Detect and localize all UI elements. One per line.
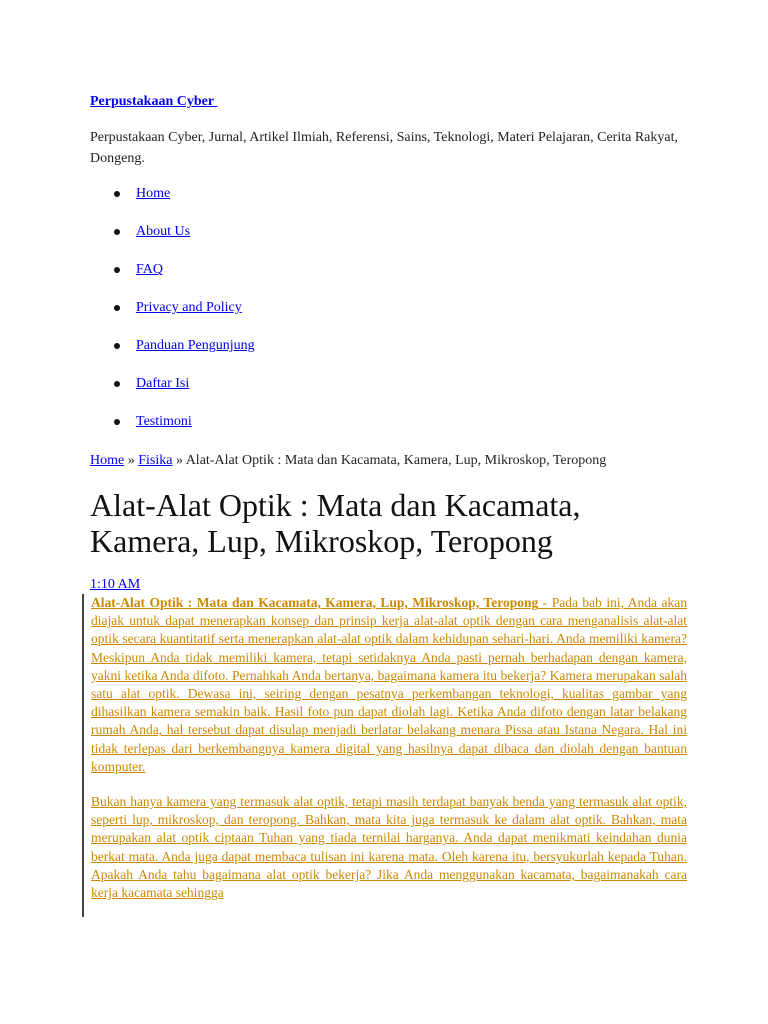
bullet-icon — [114, 229, 120, 235]
site-title[interactable]: Perpustakaan Cyber — [90, 94, 218, 109]
breadcrumb-category-link[interactable]: Fisika — [138, 453, 173, 468]
post-paragraph[interactable] — [91, 793, 687, 902]
post-title: Alat-Alat Optik : Mata dan Kacamata, Kamera, Lup, Mikroskop, Teropong — [90, 487, 581, 559]
site-tagline: Perpustakaan Cyber, Jurnal, Artikel Ilmiah, Referensi, Sains, Teknologi, Materi Pelajaran, Cerita Rakyat, Dongeng. — [90, 130, 678, 166]
post-lead: Alat-Alat Optik : Mata dan Kacamata, Kamera, Lup, Mikroskop, Teropong — [91, 595, 539, 610]
breadcrumb-home-link[interactable]: Home — [90, 453, 125, 468]
bullet-icon — [114, 343, 120, 349]
bullet-icon — [114, 419, 120, 425]
breadcrumb-current: Alat-Alat Optik : Mata dan Kacamata, Kamera, Lup, Mikroskop, Teropong — [185, 453, 607, 468]
nav-link-faq[interactable]: FAQ — [136, 262, 163, 277]
breadcrumb — [90, 451, 606, 471]
nav-link-privacy[interactable]: Privacy and Policy — [136, 300, 242, 315]
post-body — [82, 594, 687, 917]
breadcrumb-separator: » — [172, 453, 186, 468]
bullet-icon — [114, 191, 120, 197]
breadcrumb-separator: » — [124, 453, 139, 468]
bullet-icon — [114, 305, 120, 311]
nav-link-home[interactable]: Home — [136, 186, 171, 201]
bullet-icon — [114, 381, 120, 387]
post-paragraph-text: - Pada bab ini, Anda akan diajak untuk dapat menerapkan konsep dan prinsip kerja alat-alat optik dengan cara menganalisis alat-alat optik secara kuantitatif serta menerapkan alat-alat optik dalam kehidupan sehari-hari. Anda memiliki kamera? Meskipun Anda tidak memiliki kamera, tetapi setidaknya Anda pasti pernah berhadapan dengan kamera, yakni ketika Anda difoto. Pernahkah Anda bertanya, bagaimana kamera itu bekerja? Kamera merupakan salah satu alat optik. Dewasa ini, seiring dengan pesatnya perkembangan teknologi, kualitas gambar yang dihasilkan kamera semakin baik. Hasil foto pun dapat diolah lagi. Ketika Anda difoto dengan latar belakang rumah Anda, hal tersebut dapat disulap menjadi berlatar belakang menara Pissa atau Istana Negara. Hal ini tidak terlepas dari berkembangnya kamera digital yang hasilnya dapat dibaca dan diolah dengan bantuan komputer. — [91, 595, 687, 774]
post-time[interactable]: 1:10 AM — [90, 577, 141, 592]
nav-link-guide[interactable]: Panduan Pengunjung — [136, 338, 255, 353]
nav-link-index[interactable]: Daftar Isi — [136, 376, 190, 391]
bullet-icon — [114, 267, 120, 273]
nav-link-testimoni[interactable]: Testimoni — [136, 414, 192, 429]
post-paragraph[interactable] — [91, 594, 687, 776]
post-paragraph-text: Bukan hanya kamera yang termasuk alat optik, tetapi masih terdapat banyak benda yang termasuk alat optik, seperti lup, mikroskop, dan teropong. Bahkan, mata kita juga termasuk ke dalam alat optik. Bahkan, mata merupakan alat optik ciptaan Tuhan yang tiada ternilai harganya. Anda dapat menikmati keindahan dunia berkat mata. Anda juga dapat membaca tulisan ini karena mata. Oleh karena itu, bersyukurlah kepada Tuhan. Apakah Anda tahu bagaimana alat optik bekerja? Jika Anda menggunakan kacamata, bagaimanakah cara kerja kacamata sehingga — [91, 794, 687, 901]
nav-link-about[interactable]: About Us — [136, 224, 191, 239]
